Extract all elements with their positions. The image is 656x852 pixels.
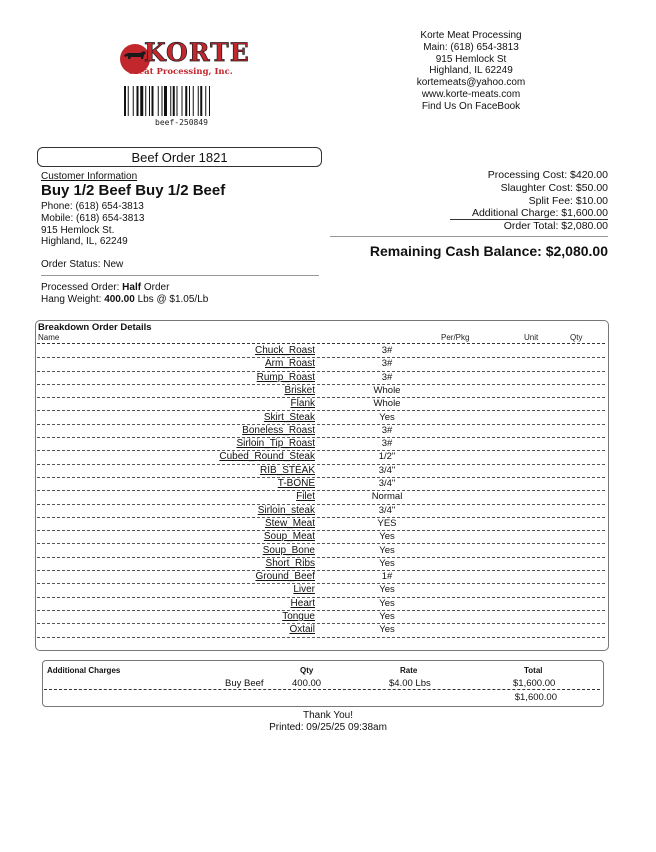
barcode-bar	[133, 86, 134, 116]
barcode-bar	[170, 86, 171, 116]
barcode-bar	[128, 86, 129, 116]
cut-name: Stew_Meat	[264, 517, 315, 529]
table-row	[37, 477, 605, 491]
cut-name: Flank	[290, 398, 315, 410]
cut-option: YES	[377, 517, 397, 529]
cut-option: 1#	[381, 571, 393, 583]
processed-order-label: Processed Order:	[41, 282, 120, 293]
cut-name: Arm_Roast	[264, 358, 315, 370]
thank-you-text: Thank You!	[302, 710, 354, 721]
column-header-name: Name	[38, 333, 60, 342]
table-row	[37, 397, 605, 411]
processed-order-value: Half	[122, 282, 142, 293]
divider	[330, 236, 608, 237]
table-row	[37, 490, 605, 504]
printed-timestamp: Printed: 09/25/25 09:38am	[269, 722, 387, 733]
column-header-per-pkg: Per/Pkg	[441, 333, 470, 342]
cut-name: Sirloin_Tip_Roast	[236, 438, 315, 450]
table-row	[37, 583, 605, 597]
cut-name: Oxtail	[289, 624, 315, 636]
cut-option: 3#	[381, 438, 393, 450]
cut-option: 3#	[381, 358, 393, 370]
cut-name: T-BONE	[277, 478, 315, 489]
order-status-label: Order Status:	[41, 259, 101, 270]
barcode-bar	[200, 86, 202, 116]
cut-option: Yes	[379, 611, 395, 622]
table-row	[37, 557, 605, 571]
hang-weight-label: Hang Weight:	[41, 294, 102, 305]
cut-option: Yes	[379, 624, 395, 636]
slaughter-cost: Slaughter Cost: $50.00	[500, 182, 608, 194]
cut-option: 3#	[381, 424, 393, 436]
logo-tagline: Meat Processing, Inc.	[129, 67, 233, 77]
cut-name: Ground_Beef	[255, 571, 315, 583]
barcode-bar	[182, 86, 183, 116]
charges-header-total: Total	[524, 666, 543, 675]
barcode-bar	[193, 86, 194, 116]
table-row	[37, 504, 605, 518]
column-header-qty: Qty	[570, 333, 583, 342]
cut-name: Heart	[290, 597, 315, 609]
column-header-unit: Unit	[524, 333, 539, 342]
cut-option: 3#	[381, 345, 393, 356]
hang-weight-value: 400.00	[104, 294, 135, 305]
charge-item-name: Buy Beef	[225, 678, 264, 689]
split-fee: Split Fee: $10.00	[528, 195, 608, 207]
cut-option: Normal	[371, 491, 403, 503]
table-row	[37, 357, 605, 371]
cut-name: Short_Ribs	[265, 557, 315, 569]
charge-item-rate: $4.00 Lbs	[389, 678, 431, 689]
barcode-bar	[152, 86, 154, 116]
barcode-bar	[145, 86, 146, 116]
cut-name: Skirt_Steak	[263, 411, 315, 423]
cut-option: 3#	[381, 371, 393, 383]
remaining-balance: Remaining Cash Balance: $2,080.00	[369, 243, 608, 259]
barcode-bar	[162, 86, 163, 116]
company-facebook: Find Us On FaceBook	[421, 100, 521, 112]
customer-phone: Phone: (618) 654-3813	[41, 201, 144, 212]
table-row	[37, 517, 605, 531]
cut-name: Boneless_Roast	[242, 424, 315, 436]
order-status	[41, 259, 123, 270]
table-row	[37, 530, 605, 544]
charge-item-total: $1,600.00	[513, 678, 556, 689]
cut-option: Yes	[379, 531, 395, 543]
cut-name: Rump_Roast	[256, 371, 315, 383]
customer-city: Highland, IL, 62249	[41, 236, 128, 247]
charges-header-rate: Rate	[400, 666, 418, 675]
cut-name: RIB_STEAK	[259, 464, 315, 476]
barcode-text: beef-250849	[155, 118, 208, 127]
charges-grand-total: $1,600.00	[514, 692, 557, 703]
company-city: Highland, IL 62249	[429, 65, 513, 77]
barcode-bar	[185, 86, 187, 116]
logo-brand: KORTE	[144, 38, 250, 67]
order-title: Beef Order 1821	[37, 147, 322, 167]
cut-name: Filet	[296, 491, 315, 503]
barcode-bar	[164, 86, 167, 116]
divider	[44, 689, 600, 690]
order-status-value: New	[103, 259, 124, 270]
cut-option: 3/4"	[378, 464, 396, 476]
barcode-bar	[205, 86, 206, 116]
company-info	[400, 30, 542, 113]
company-street: 915 Hemlock St	[435, 53, 507, 65]
barcode-bar	[173, 86, 175, 116]
table-row	[37, 411, 605, 425]
cut-option: Yes	[379, 411, 395, 423]
barcode-bar	[209, 86, 210, 116]
cut-option: 1/2"	[378, 451, 396, 463]
table-row	[37, 597, 605, 611]
table-row	[37, 464, 605, 478]
company-email: kortemeats@yahoo.com	[416, 77, 526, 89]
barcode-bar	[124, 86, 126, 116]
barcode-bar	[149, 86, 150, 116]
barcode-image	[124, 86, 239, 116]
divider	[41, 275, 319, 276]
barcode-bar	[198, 86, 199, 116]
hang-weight-suffix: Lbs @ $1.05/Lb	[137, 294, 209, 305]
table-row	[37, 570, 605, 584]
cut-name: Chuck_Roast	[254, 345, 315, 356]
cut-option: 3/4"	[378, 504, 396, 516]
cut-name: Soup_Meat	[263, 531, 315, 543]
table-row	[37, 623, 605, 637]
charge-item-qty: 400.00	[292, 678, 322, 689]
barcode-bar	[158, 86, 159, 116]
processing-cost: Processing Cost: $420.00	[487, 169, 608, 181]
cut-name: Sirloin_steak	[257, 504, 315, 516]
table-row	[37, 371, 605, 385]
cut-name: Liver	[293, 584, 315, 596]
cut-name: Cubed_Round_Steak	[219, 451, 315, 463]
cut-option: Whole	[373, 384, 401, 396]
table-row	[37, 424, 605, 438]
charges-header-qty: Qty	[300, 666, 314, 675]
barcode-bar	[140, 86, 143, 116]
customer-name: Buy 1/2 Beef Buy 1/2 Beef	[41, 182, 226, 199]
hang-weight	[41, 294, 208, 305]
cut-option: 3/4"	[378, 478, 396, 489]
customer-heading: Customer Information	[41, 171, 138, 182]
barcode-bar	[189, 86, 190, 116]
table-row	[37, 450, 605, 464]
customer-address: 915 Hemlock St.	[41, 225, 115, 236]
barcode-bar	[177, 86, 178, 116]
additional-charge: Additional Charge: $1,600.00	[471, 207, 608, 219]
cut-option: Yes	[379, 544, 395, 556]
cut-option: Yes	[379, 557, 395, 569]
company-website: www.korte-meats.com	[421, 88, 521, 100]
order-total: Order Total: $2,080.00	[503, 220, 608, 232]
table-row	[37, 384, 605, 398]
table-row	[37, 610, 605, 624]
table-row	[37, 437, 605, 451]
cut-name: Soup_Bone	[262, 544, 315, 556]
company-logo	[118, 38, 250, 80]
cut-option: Whole	[373, 398, 401, 410]
company-phone: Main: (618) 654-3813	[423, 41, 519, 53]
charges-title: Additional Charges	[47, 666, 121, 675]
company-name: Korte Meat Processing	[420, 30, 522, 41]
barcode-bar	[137, 86, 139, 116]
processed-order-suffix: Order	[143, 282, 170, 293]
processed-order	[41, 282, 169, 293]
cut-name: Brisket	[284, 384, 315, 396]
cut-option: Yes	[379, 597, 395, 609]
table-row	[37, 544, 605, 558]
customer-mobile: Mobile: (618) 654-3813	[41, 213, 145, 224]
table-row	[37, 344, 605, 358]
cut-option: Yes	[379, 584, 395, 596]
breakdown-title: Breakdown Order Details	[38, 322, 152, 333]
cut-name: Tongue	[282, 611, 315, 622]
